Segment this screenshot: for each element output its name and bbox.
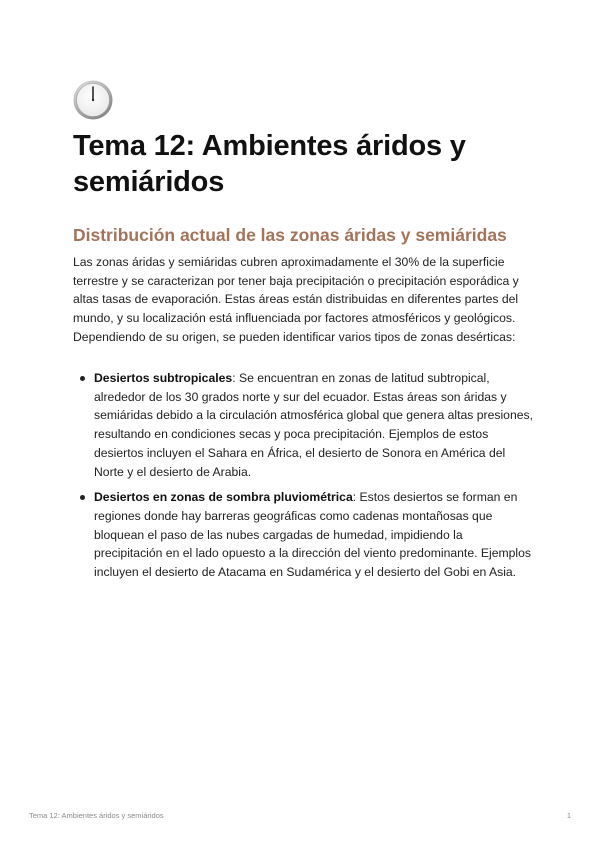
list-item	[73, 488, 533, 582]
bullet-term: Desiertos en zonas de sombra pluviométrica	[94, 490, 353, 505]
list-item	[73, 369, 533, 481]
bullet-list	[73, 369, 533, 582]
page-title: Tema 12: Ambientes áridos y semiáridos	[73, 130, 466, 198]
bullet-text: : Estos desiertos se forman en regiones donde hay barreras geográficas como cadenas montañosas que bloquean el paso de las nubes cargadas de humedad, impidiendo la precipitación en el lado opuesto a la dirección del viento predominante. Ejemplos incluyen el desierto de Atacama en Sudamérica y el desierto del Gobi en Asia.	[94, 490, 531, 580]
page-number: 1	[566, 811, 571, 820]
bullet-icon	[80, 376, 85, 381]
bullet-text: : Se encuentran en zonas de latitud subtropical, alrededor de los 30 grados norte y sur del ecuador. Estas áreas son áridas y semiáridas debido a la circulación atmosférica global que genera altas presiones, resultando en condiciones secas y poca precipitación. Ejemplos de estos desiertos incluyen el Sahara en África, el desierto de Sonora en América del Norte y el desierto de Arabia.	[94, 371, 533, 479]
section-heading: Distribución actual de las zonas áridas y semiáridas	[73, 225, 507, 245]
bullet-term: Desiertos subtropicales	[94, 371, 233, 385]
clock-icon	[73, 80, 113, 120]
intro-paragraph: Las zonas áridas y semiáridas cubren aproximadamente el 30% de la superficie terrestre y se caracterizan por tener baja precipitación o precipitación esporádica y altas tasas de evaporación. Estas áreas están distribuidas en diferentes partes del mundo, y su localización está influenciada por factores atmosféricos y geológicos. Dependiendo de su origen, se pueden identificar varios tipos de zonas desérticas:	[73, 255, 519, 344]
footer-title: Tema 12: Ambientes áridos y semiáridos	[29, 811, 164, 820]
bullet-icon	[80, 495, 85, 500]
